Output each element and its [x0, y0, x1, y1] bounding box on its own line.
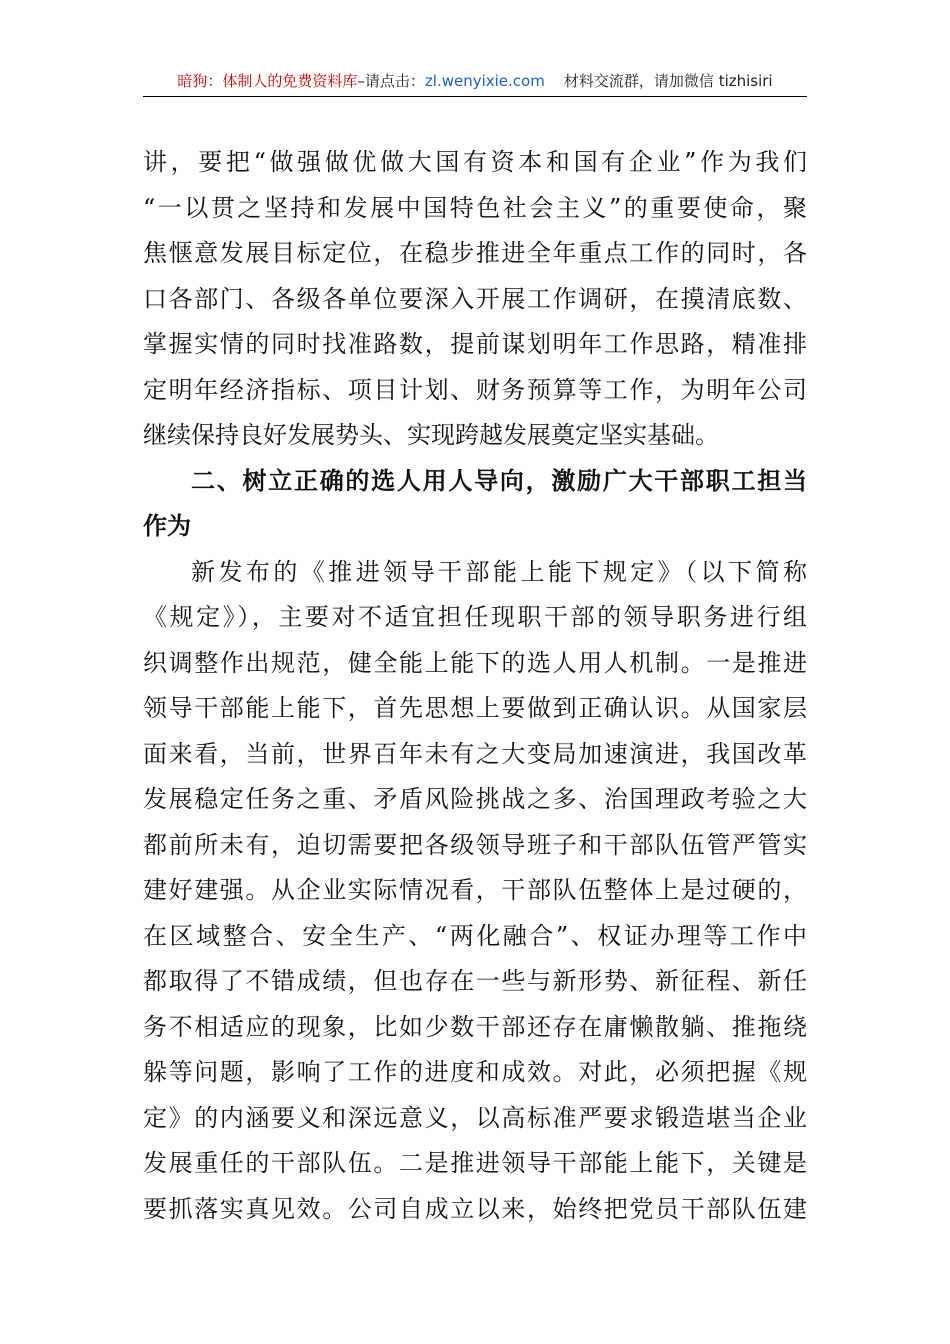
- header-click-prefix: –请点击：: [357, 72, 425, 90]
- text-line: 面来看，当前，世界百年未有之大变局加速演进，我国改革: [143, 739, 807, 768]
- document-body: [143, 140, 807, 1232]
- text-line: 务不相适应的现象，比如少数干部还存在庸懒散躺、推拖绕: [143, 1012, 807, 1041]
- text-line: 织调整作出规范，健全能上能下的选人用人机制。一是推进: [143, 648, 807, 677]
- text-line: 定》的内涵要义和深远意义，以高标准严要求锻造堪当企业: [143, 1103, 807, 1132]
- text-line: 都前所未有，迫切需要把各级领导班子和干部队伍管严管实: [143, 830, 807, 859]
- heading-line: 作为: [143, 512, 191, 540]
- header-wechat: 材料交流群，请加微信 tizhisiri: [563, 72, 773, 90]
- text-line: 发展重任的干部队伍。二是推进领导干部能上能下，关键是: [143, 1149, 807, 1177]
- text-line: 新发布的《推进领导干部能上能下规定》（以下简称: [191, 557, 807, 586]
- text-line: 发展稳定任务之重、矛盾风险挑战之多、治国理政考验之大: [143, 785, 807, 813]
- text-line: 定明年经济指标、项目计划、财务预算等工作，为明年公司: [143, 375, 807, 404]
- section-heading: [143, 459, 807, 550]
- text-line: 讲，要把“做强做优做大国有资本和国有企业”作为我们: [143, 148, 807, 176]
- text-line: 建好建强。从企业实际情况看，干部队伍整体上是过硬的，: [143, 876, 807, 904]
- text-line: 焦惬意发展目标定位，在稳步推进全年重点工作的同时，各: [143, 239, 807, 267]
- text-line: “一以贯之坚持和发展中国特色社会主义”的重要使命，聚: [143, 193, 807, 222]
- text-line: 躲等问题，影响了工作的进度和成效。对此，必须把握《规: [143, 1058, 807, 1086]
- text-line: 在区域整合、安全生产、“两化融合”、权证办理等工作中: [143, 921, 807, 950]
- header-brand: 暗狗：体制人的免费资料库: [177, 72, 358, 90]
- text-line: 继续保持良好发展势头、实现跨越发展奠定坚实基础。: [143, 421, 719, 449]
- text-line: 《规定》），主要对不适宜担任现职干部的领导职务进行组: [143, 603, 807, 631]
- heading-line: 二、树立正确的选人用人导向，激励广大干部职工担当: [191, 466, 807, 495]
- text-line: 要抓落实真见效。公司自成立以来，始终把党员干部队伍建: [143, 1194, 807, 1223]
- text-line: 掌握实情的同时找准路数，提前谋划明年工作思路，精准排: [143, 330, 807, 358]
- paragraph-1: [143, 140, 807, 459]
- text-line: 都取得了不错成绩，但也存在一些与新形势、新征程、新任: [143, 967, 807, 995]
- header-url-link[interactable]: zl.wenyixie.com: [424, 72, 545, 90]
- paragraph-2: [143, 550, 807, 1233]
- text-line: 领导干部能上能下，首先思想上要做到正确认识。从国家层: [143, 694, 807, 722]
- page-header: [143, 66, 807, 97]
- text-line: 口各部门、各级各单位要深入开展工作调研，在摸清底数、: [143, 284, 807, 313]
